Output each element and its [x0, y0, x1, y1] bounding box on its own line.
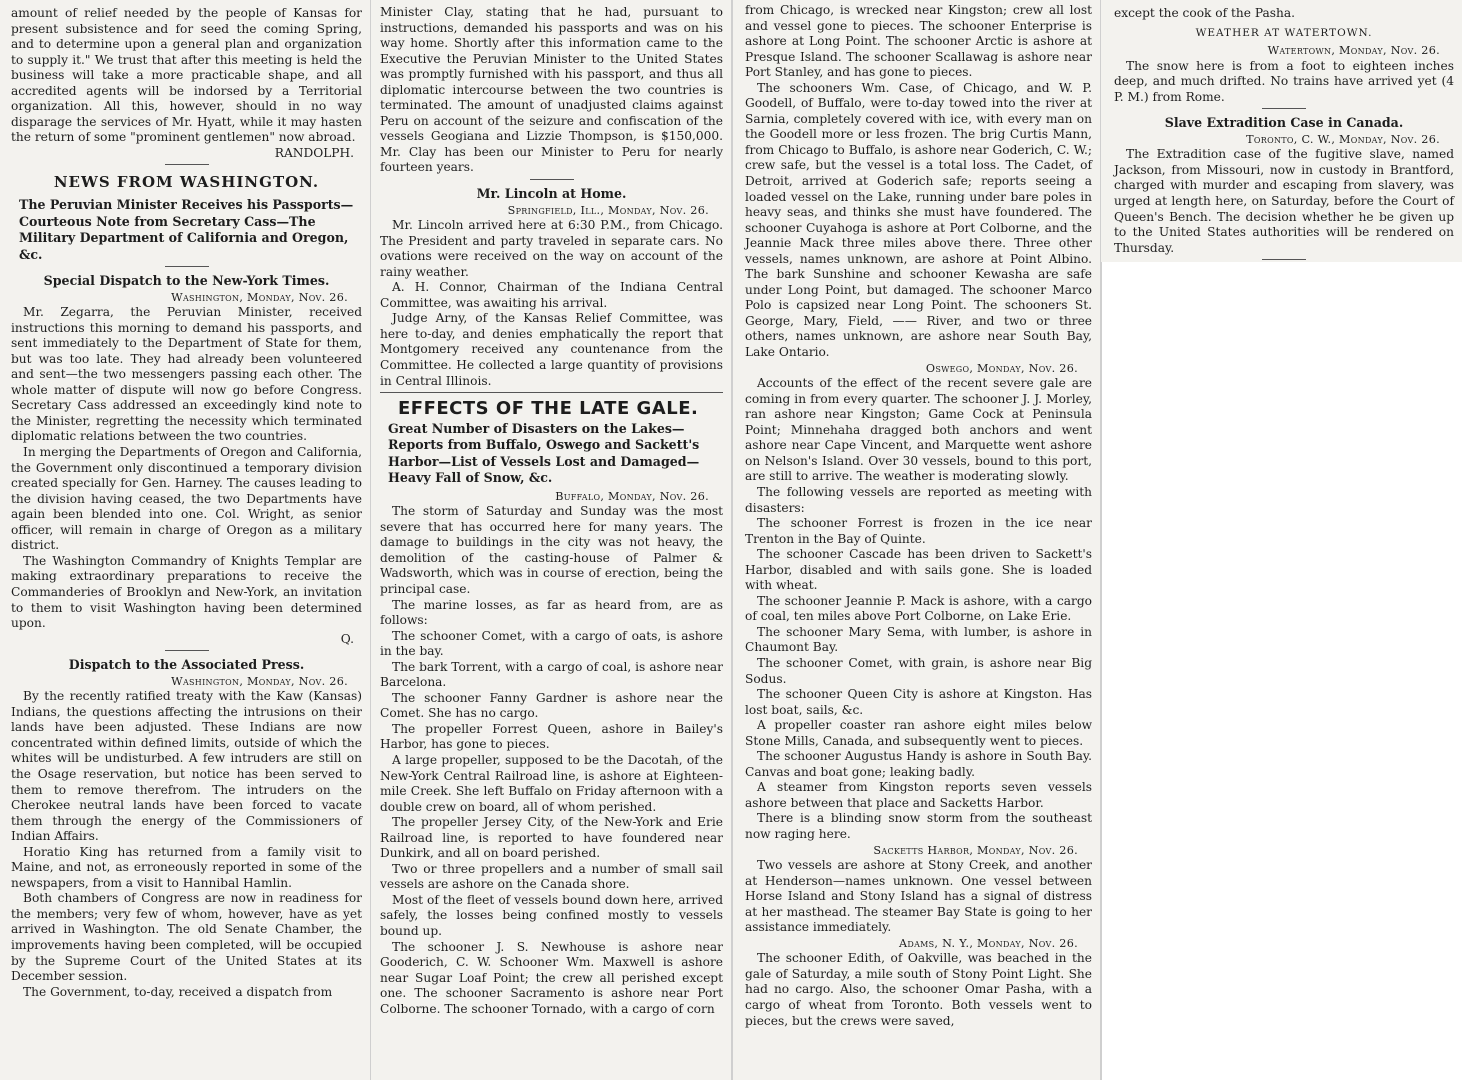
dateline: Toronto, C. W., Monday, Nov. 26. — [1246, 132, 1440, 146]
article-text: except the cook of the Pasha. — [1114, 6, 1296, 20]
article-heading: Mr. Lincoln at Home. — [476, 186, 627, 202]
paragraph: The Washington Commandry of Knights Templar are making extraordinary preparations to receive the Commanderies of Brooklyn and New-York, an invitation to them to visit Washington having been determined upon. — [11, 553, 362, 631]
paragraph: A. H. Connor, Chairman of the Indiana Central Committee, was awaiting his arrival. — [380, 280, 723, 310]
paragraph: Most of the fleet of vessels bound down here, arrived safely, the losses being confined mostly to vessels bound up. — [380, 892, 723, 938]
paragraph: The schooner Comet, with grain, is ashore near Big Sodus. — [745, 655, 1092, 686]
dateline: Sacketts Harbor, Monday, Nov. 26. — [873, 843, 1078, 857]
column-3 — [733, 0, 1100, 1080]
paragraph: The schooner Fanny Gardner is ashore near the Comet. She has no cargo. — [380, 690, 723, 721]
paragraph: A large propeller, supposed to be the Dacotah, of the New-York Central Railroad line, is ashore at Eighteen-mile Creek. She left Buffalo on Friday afternoon with a double crew on board, all of whom perished. — [380, 752, 723, 814]
article-heading: WEATHER AT WATERTOWN. — [1195, 26, 1373, 39]
subheading: Great Number of Disasters on the Lakes—Reports from Buffalo, Oswego and Sackett's Harbor—List of Vessels Lost and Damaged—Heavy Fall of Snow, &c. — [388, 420, 700, 486]
article-heading: Slave Extradition Case in Canada. — [1164, 115, 1404, 131]
subheading: The Peruvian Minister Receives his Passports—Courteous Note from Secretary Cass—The Military Department of California and Oregon, &c. — [19, 197, 354, 262]
paragraph: The Extradition case of the fugitive slave, named Jackson, from Missouri, now in custody in Brantford, charged with murder and escaping from slavery, was urged at length here, on Saturday, before the Court of Queen's Bench. The decision whether he be given up to the United States authorities will be rendered on Thursday. — [1114, 147, 1454, 255]
column-2 — [371, 0, 731, 1080]
dateline: Springfield, Ill., Monday, Nov. 26. — [507, 203, 709, 217]
divider — [165, 266, 209, 267]
paragraph: The propeller Forrest Queen, ashore in Bailey's Harbor, has gone to pieces. — [380, 721, 723, 752]
column-1 — [0, 0, 370, 1080]
paragraph: The schooner Edith, of Oakville, was beached in the gale of Saturday, a mile south of Stony Point Light. She had no cargo. Also, the schooner Omar Pasha, with a cargo of wheat from Toronto. Both vessels went to pieces, but the crews were saved, — [745, 951, 1092, 1028]
paragraph: The following vessels are reported as meeting with disasters: — [745, 484, 1092, 515]
dateline: Buffalo, Monday, Nov. 26. — [555, 489, 709, 503]
divider — [165, 164, 209, 165]
paragraph: The schooner Mary Sema, with lumber, is ashore in Chaumont Bay. — [745, 624, 1092, 655]
divider — [1262, 259, 1306, 260]
article-text: from Chicago, is wrecked near Kingston; crew all lost and vessel gone to pieces. The schooner Enterprise is ashore at Long Point. The schooner Arctic is ashore at Presque Island. The schooner Scallawag is ashore near Port Stanley, and has gone to pieces. — [745, 3, 1092, 80]
paragraph: The schooner Jeannie P. Mack is ashore, with a cargo of coal, ten miles above Port Colborne, on Lake Erie. — [745, 593, 1092, 624]
paragraph: In merging the Departments of Oregon and California, the Government only discontinued a temporary division created specially for Gen. Harney. The causes leading to the division having ceased, the two Departments have again been blended into one. Col. Wright, as senior officer, will remain in charge of Oregon as a military district. — [11, 445, 362, 553]
paragraph: The propeller Jersey City, of the New-York and Erie Railroad line, is reported to have foundered near Dunkirk, and all on board perished. — [380, 815, 723, 861]
paragraph: The Government, to-day, received a dispatch from — [23, 984, 333, 999]
paragraph: Two vessels are ashore at Stony Creek, and another at Henderson—names unknown. One vessel between Horse Island and Stony Island has a signal of distress at her masthead. The steamer Bay State is going to her assistance immediately. — [745, 858, 1092, 935]
divider — [165, 650, 209, 651]
paragraph: Mr. Lincoln arrived here at 6:30 P.M., from Chicago. The President and party traveled in separate cars. No ovations were received on the way on account of the rainy weather. — [380, 218, 723, 279]
paragraph: The schooner Augustus Handy is ashore in South Bay. Canvas and boat gone; leaking badly. — [745, 749, 1092, 779]
paragraph: Accounts of the effect of the recent severe gale are coming in from every quarter. The schooner J. J. Morley, ran ashore near Kingston; Game Cock at Peninsula Point; Minnehaha dragged both anchors and went ashore near Cape Vincent, and Marquette went ashore on Nelson's Island. Over 30 vessels, bound to this port, are still to arrive. The weather is moderating slowly. — [745, 376, 1092, 484]
paragraph: Judge Arny, of the Kansas Relief Committee, was here to-day, and denies emphatically the report that Montgomery received any countenance from the Committee. He collected a large quantity of provisions in Central Illinois. — [380, 311, 723, 388]
paragraph: The bark Torrent, with a cargo of coal, is ashore near Barcelona. — [380, 659, 723, 690]
section-heading: NEWS FROM WASHINGTON. — [53, 173, 320, 192]
divider — [380, 392, 723, 393]
dateline: Watertown, Monday, Nov. 26. — [1267, 44, 1440, 58]
article-text: Minister Clay, stating that he had, pursuant to instructions, demanded his passports and was on his way home. Shortly after this information came to the Executive the Peruvian Minister to the United States was promptly furnished with his passport, and thus all diplomatic intercourse between the two countries is terminated. The amount of unadjusted claims against Peru on account of the seizure and confiscation of the vessels Geogiana and Lizzie Thompson, is $150,000. Mr. Clay has been our Minister to Peru for nearly fourteen years. — [380, 5, 723, 175]
paragraph: Mr. Zegarra, the Peruvian Minister, received instructions this morning to demand his passports, and sent immediately to the Department of State for them, but was too late. They had already been volunteered and sent—the two messengers passing each other. The whole matter of dispute will now go before Congress. Secretary Cass addressed an exceedingly kind note to the Minister, regretting the necessity which terminated diplomatic relations between the two countries. — [11, 305, 362, 444]
dispatch-heading: Dispatch to the Associated Press. — [68, 657, 305, 673]
dispatch-heading: Special Dispatch to the New-York Times. — [43, 273, 330, 289]
paragraph: By the recently ratified treaty with the Kaw (Kansas) Indians, the questions affecting the intrusions on their lands have been adjusted. These Indians are now concentrated within defined limits, outside of which the whites will be undisturbed. A few intruders are still on the Osage reservation, but notice has been served to them to remove therefrom. The intruders on the Cherokee neutral lands have been forced to vacate them through the energy of the Commissioners of Indian Affairs. — [11, 689, 362, 844]
paragraph: A steamer from Kingston reports seven vessels ashore between that place and Sacketts Harbor. — [745, 780, 1092, 810]
paragraph: Horatio King has returned from a family visit to Maine, and not, as erroneously reported in some of the newspapers, from a visit to Hannibal Hamlin. — [11, 844, 362, 890]
paragraph: The schooner Forrest is frozen in the ice near Trenton in the Bay of Quinte. — [745, 516, 1092, 546]
dateline: Washington, Monday, Nov. 26. — [171, 674, 348, 688]
dateline: Washington, Monday, Nov. 26. — [171, 290, 348, 304]
paragraph: Two or three propellers and a number of small sail vessels are ashore on the Canada shore. — [380, 861, 723, 892]
dateline: Adams, N. Y., Monday, Nov. 26. — [898, 936, 1078, 950]
dateline: Oswego, Monday, Nov. 26. — [925, 361, 1078, 375]
paragraph: The snow here is from a foot to eighteen inches deep, and much drifted. No trains have arrived yet (4 P. M.) from Rome. — [1114, 58, 1454, 104]
paragraph: The schooners Wm. Case, of Chicago, and W. P. Goodell, of Buffalo, were to-day towed into the river at Sarnia, completely covered with ice, with every man on the Goodell more or less frozen. The brig Curtis Mann, from Chicago to Buffalo, is ashore near Goderich, C. W.; crew safe, but the vessel is a total loss. The Cadet, of Detroit, arrived at Goderich safe; reports seeing a loaded vessel on the Lake, running under bare poles in heavy seas, and thinks she must have foundered. The schooner Cuyahoga is ashore at Port Colborne, and the Jeannie Mack three miles above there. Three other vessels, names unknown, are ashore at Point Albino. The bark Sunshine and schooner Kewasha are safe under Long Point, but damaged. The schooner Marco Polo is capsized near Long Point. The schooners St. George, Mary, Field, —— River, and two or three others, names unknown, are ashore near South Bay, Lake Ontario. — [745, 80, 1092, 360]
section-heading: EFFECTS OF THE LATE GALE. — [398, 398, 699, 420]
paragraph: A propeller coaster ran ashore eight miles below Stone Mills, Canada, and subsequently went to pieces. — [745, 718, 1092, 748]
paragraph: The schooner Cascade has been driven to Sackett's Harbor, disabled and with sails gone. She is loaded with wheat. — [745, 547, 1092, 593]
paragraph: The schooner J. S. Newhouse is ashore near Gooderich, C. W. Schooner Wm. Maxwell is ashore near Sugar Loaf Point; the crew all perished except one. The schooner Sacramento is ashore near Port Colborne. The schooner Tornado, with a cargo of corn — [380, 939, 723, 1016]
signature: Q. — [340, 631, 354, 646]
signature: RANDOLPH. — [274, 145, 354, 160]
paragraph: The marine losses, as far as heard from, are as follows: — [380, 597, 723, 628]
paragraph: There is a blinding snow storm from the southeast now raging here. — [745, 811, 1092, 841]
paragraph: The schooner Queen City is ashore at Kingston. Has lost boat, sails, &c. — [745, 687, 1092, 717]
paragraph: The schooner Comet, with a cargo of oats, is ashore in the bay. — [380, 628, 723, 659]
paragraph: Both chambers of Congress are now in readiness for the members; very few of whom, however, have as yet arrived in Washington. The old Senate Chamber, the improvements having been completed, will be occupied by the Supreme Court of the United States at its December session. — [11, 891, 362, 984]
article-text: amount of relief needed by the people of Kansas for present subsistence and for seed the coming Spring, and to determine upon a general plan and organization to supply it." We trust that after this meeting is held the business will take a more practicable shape, and all accredited agents will be indorsed by a Territorial organization. All this, however, should in no way disparage the services of Mr. Hyatt, while it may hasten the return of some "prominent gentlemen" now abroad. — [11, 6, 362, 145]
divider — [530, 179, 574, 180]
column-4 — [1101, 0, 1462, 262]
divider — [1262, 108, 1306, 109]
paragraph: The storm of Saturday and Sunday was the most severe that has occurred here for many years. The damage to buildings in the city was not heavy, the demolition of the casting-house of Palmer & Wadsworth, which was in course of erection, being the principal case. — [380, 504, 723, 596]
